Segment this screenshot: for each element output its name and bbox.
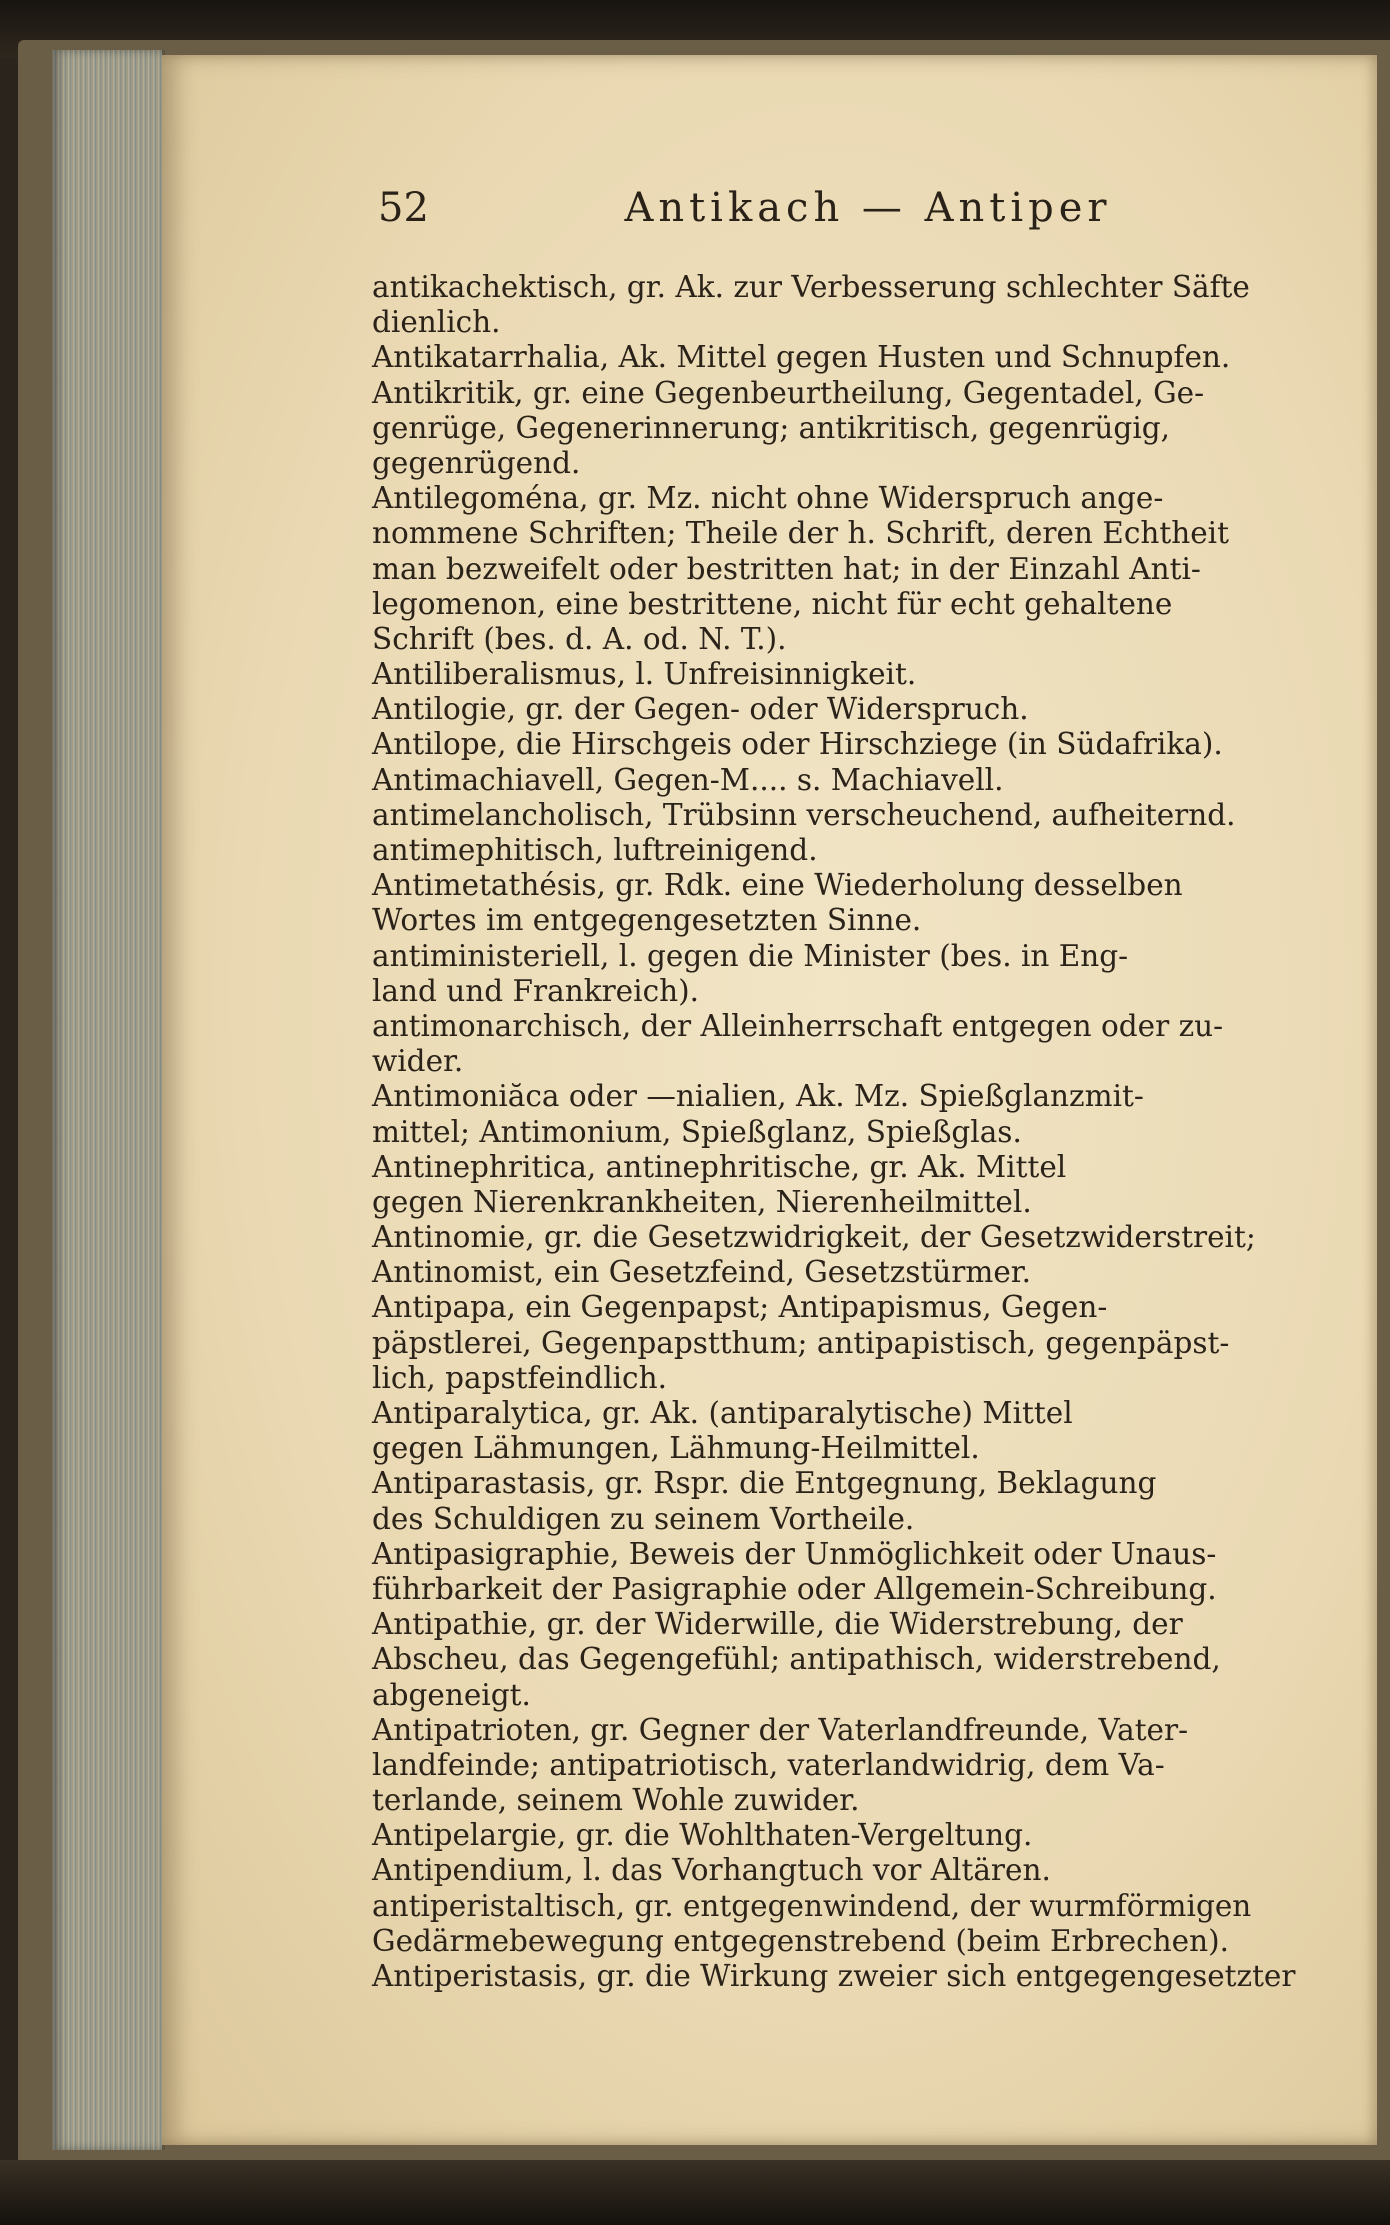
entry-line: Antikatarrhalia, Ak. Mittel gegen Husten und Schnupfen. <box>372 340 1231 375</box>
dictionary-entry <box>372 692 1327 727</box>
entry-line: Antipathie, gr. der Widerwille, die Widerstrebung, der <box>372 1607 1183 1642</box>
entry-line: antiministeriell, l. gegen die Minister (bes. in Eng- <box>372 938 1129 973</box>
entry-line: Schrift (bes. d. A. od. N. T.). <box>372 621 787 656</box>
dictionary-entry <box>372 1607 1327 1713</box>
dictionary-entry <box>372 1079 1327 1149</box>
entry-line: antimephitisch, luftreinigend. <box>372 833 818 867</box>
dictionary-entry <box>372 727 1327 762</box>
entry-line: Antiparalytica, gr. Ak. (antiparalytische) Mittel <box>372 1396 1073 1430</box>
entry-line: päpstlerei, Gegenpapstthum; antipapistisch, gegenpäpst- <box>372 1325 1230 1360</box>
dictionary-entry <box>372 1713 1327 1819</box>
entry-line: wider. <box>372 1044 464 1079</box>
entry-line: gegenrügend. <box>372 445 581 480</box>
dictionary-entry <box>372 1466 1327 1536</box>
entry-line: Antiparastasis, gr. Rspr. die Entgegnung, Beklagung <box>372 1466 1157 1501</box>
dictionary-entry <box>372 833 1327 868</box>
entry-line: Gedärmebewegung entgegenstrebend (beim Erbrechen). <box>372 1923 1229 1958</box>
dictionary-entry <box>372 1537 1327 1607</box>
entry-line: Abscheu, das Gegengefühl; antipathisch, widerstrebend, <box>372 1642 1221 1677</box>
entry-line: führbarkeit der Pasigraphie oder Allgemein-Schreibung. <box>372 1571 1217 1606</box>
dictionary-entry <box>372 657 1327 692</box>
entry-line: Antipapa, ein Gegenpapst; Antipapismus, Gegen- <box>372 1290 1108 1325</box>
dictionary-entry <box>372 1396 1327 1466</box>
entry-line: antimelancholisch, Trübsinn verscheuchend, aufheiternd. <box>372 797 1236 832</box>
dictionary-entry <box>372 1959 1327 1994</box>
dictionary-entry <box>372 376 1327 482</box>
entry-line: Antipatrioten, gr. Gegner der Vaterlandfreunde, Vater- <box>372 1712 1189 1747</box>
page-edges <box>52 50 165 2150</box>
entry-line: Antikritik, gr. eine Gegenbeurtheilung, Gegentadel, Ge- <box>372 375 1205 410</box>
entry-line: mittel; Antimonium, Spießglanz, Spießglas. <box>372 1114 1022 1149</box>
dictionary-entry <box>372 798 1327 833</box>
dictionary-entries <box>372 270 1327 1994</box>
dictionary-entry <box>372 939 1327 1009</box>
entry-line: abgeneigt. <box>372 1677 531 1712</box>
entry-line: lich, papstfeindlich. <box>372 1360 667 1395</box>
dictionary-entry <box>372 1853 1327 1888</box>
entry-line: gegen Nierenkrankheiten, Nierenheilmittel. <box>372 1184 1032 1219</box>
entry-line: Antinephritica, antinephritische, gr. Ak. Mittel <box>372 1149 1067 1184</box>
entry-line: Antipasigraphie, Beweis der Unmöglichkeit oder Unaus- <box>372 1536 1217 1571</box>
entry-line: Antimetathésis, gr. Rdk. eine Wiederholung desselben <box>372 868 1183 903</box>
entry-line: Antiperistasis, gr. die Wirkung zweier sich entgegengesetzter <box>372 1959 1296 1993</box>
dictionary-entry <box>372 481 1327 657</box>
dictionary-entry <box>372 340 1327 375</box>
dictionary-entry <box>372 270 1327 340</box>
entry-line: Antipendium, l. das Vorhangtuch vor Altären. <box>372 1853 1051 1888</box>
entry-line: Antilegoména, gr. Mz. nicht ohne Widerspruch ange- <box>372 481 1164 516</box>
entry-line: dienlich. <box>372 305 501 340</box>
dictionary-entry <box>372 1150 1327 1220</box>
entry-line: nommene Schriften; Theile der h. Schrift, deren Echtheit <box>372 516 1229 551</box>
entry-line: antimonarchisch, der Alleinherrschaft entgegen oder zu- <box>372 1008 1224 1043</box>
entry-line: gegen Lähmungen, Lähmung-Heilmittel. <box>372 1431 980 1466</box>
dictionary-entry <box>372 1889 1327 1959</box>
entry-line: land und Frankreich). <box>372 973 699 1008</box>
page-number: 52 <box>378 185 429 231</box>
dictionary-entry <box>372 1220 1327 1290</box>
entry-line: landfeinde; antipatriotisch, vaterlandwidrig, dem Va- <box>372 1747 1165 1782</box>
running-head: Antikach — Antiper <box>624 185 1112 231</box>
scan-bottom-edge <box>0 2160 1390 2225</box>
entry-line: Antiliberalismus, l. Unfreisinnigkeit. <box>372 657 917 692</box>
dictionary-entry <box>372 868 1327 938</box>
entry-line: Antilogie, gr. der Gegen- oder Widerspruch. <box>372 692 1029 727</box>
entry-line: Antipelargie, gr. die Wohlthaten-Vergeltung. <box>372 1818 1033 1853</box>
dictionary-entry <box>372 1290 1327 1396</box>
entry-line: terlande, seinem Wohle zuwider. <box>372 1783 860 1818</box>
entry-line: legomenon, eine bestrittene, nicht für echt gehaltene <box>372 586 1173 621</box>
dictionary-entry <box>372 1818 1327 1853</box>
entry-line: des Schuldigen zu seinem Vortheile. <box>372 1501 915 1536</box>
dictionary-entry <box>372 1009 1327 1079</box>
entry-line: man bezweifelt oder bestritten hat; in der Einzahl Anti- <box>372 551 1201 586</box>
entry-line: Antimachiavell, Gegen-M.... s. Machiavell. <box>372 762 1004 797</box>
entry-line: Antinomist, ein Gesetzfeind, Gesetzstürmer. <box>372 1255 1032 1290</box>
entry-line: genrüge, Gegenerinnerung; antikritisch, gegenrügig, <box>372 410 1171 445</box>
entry-line: Antimoniăca oder —nialien, Ak. Mz. Spießglanzmit- <box>372 1079 1144 1114</box>
entry-line: Antinomie, gr. die Gesetzwidrigkeit, der Gesetzwiderstreit; <box>372 1220 1256 1255</box>
entry-line: antiperistaltisch, gr. entgegenwindend, der wurmförmigen <box>372 1888 1252 1923</box>
entry-line: antikachektisch, gr. Ak. zur Verbesserung schlechter Säfte <box>372 270 1250 304</box>
page-header <box>378 185 1328 245</box>
dictionary-entry <box>372 763 1327 798</box>
entry-line: Antilope, die Hirschgeis oder Hirschziege (in Südafrika). <box>372 727 1223 762</box>
entry-line: Wortes im entgegengesetzten Sinne. <box>372 903 922 938</box>
